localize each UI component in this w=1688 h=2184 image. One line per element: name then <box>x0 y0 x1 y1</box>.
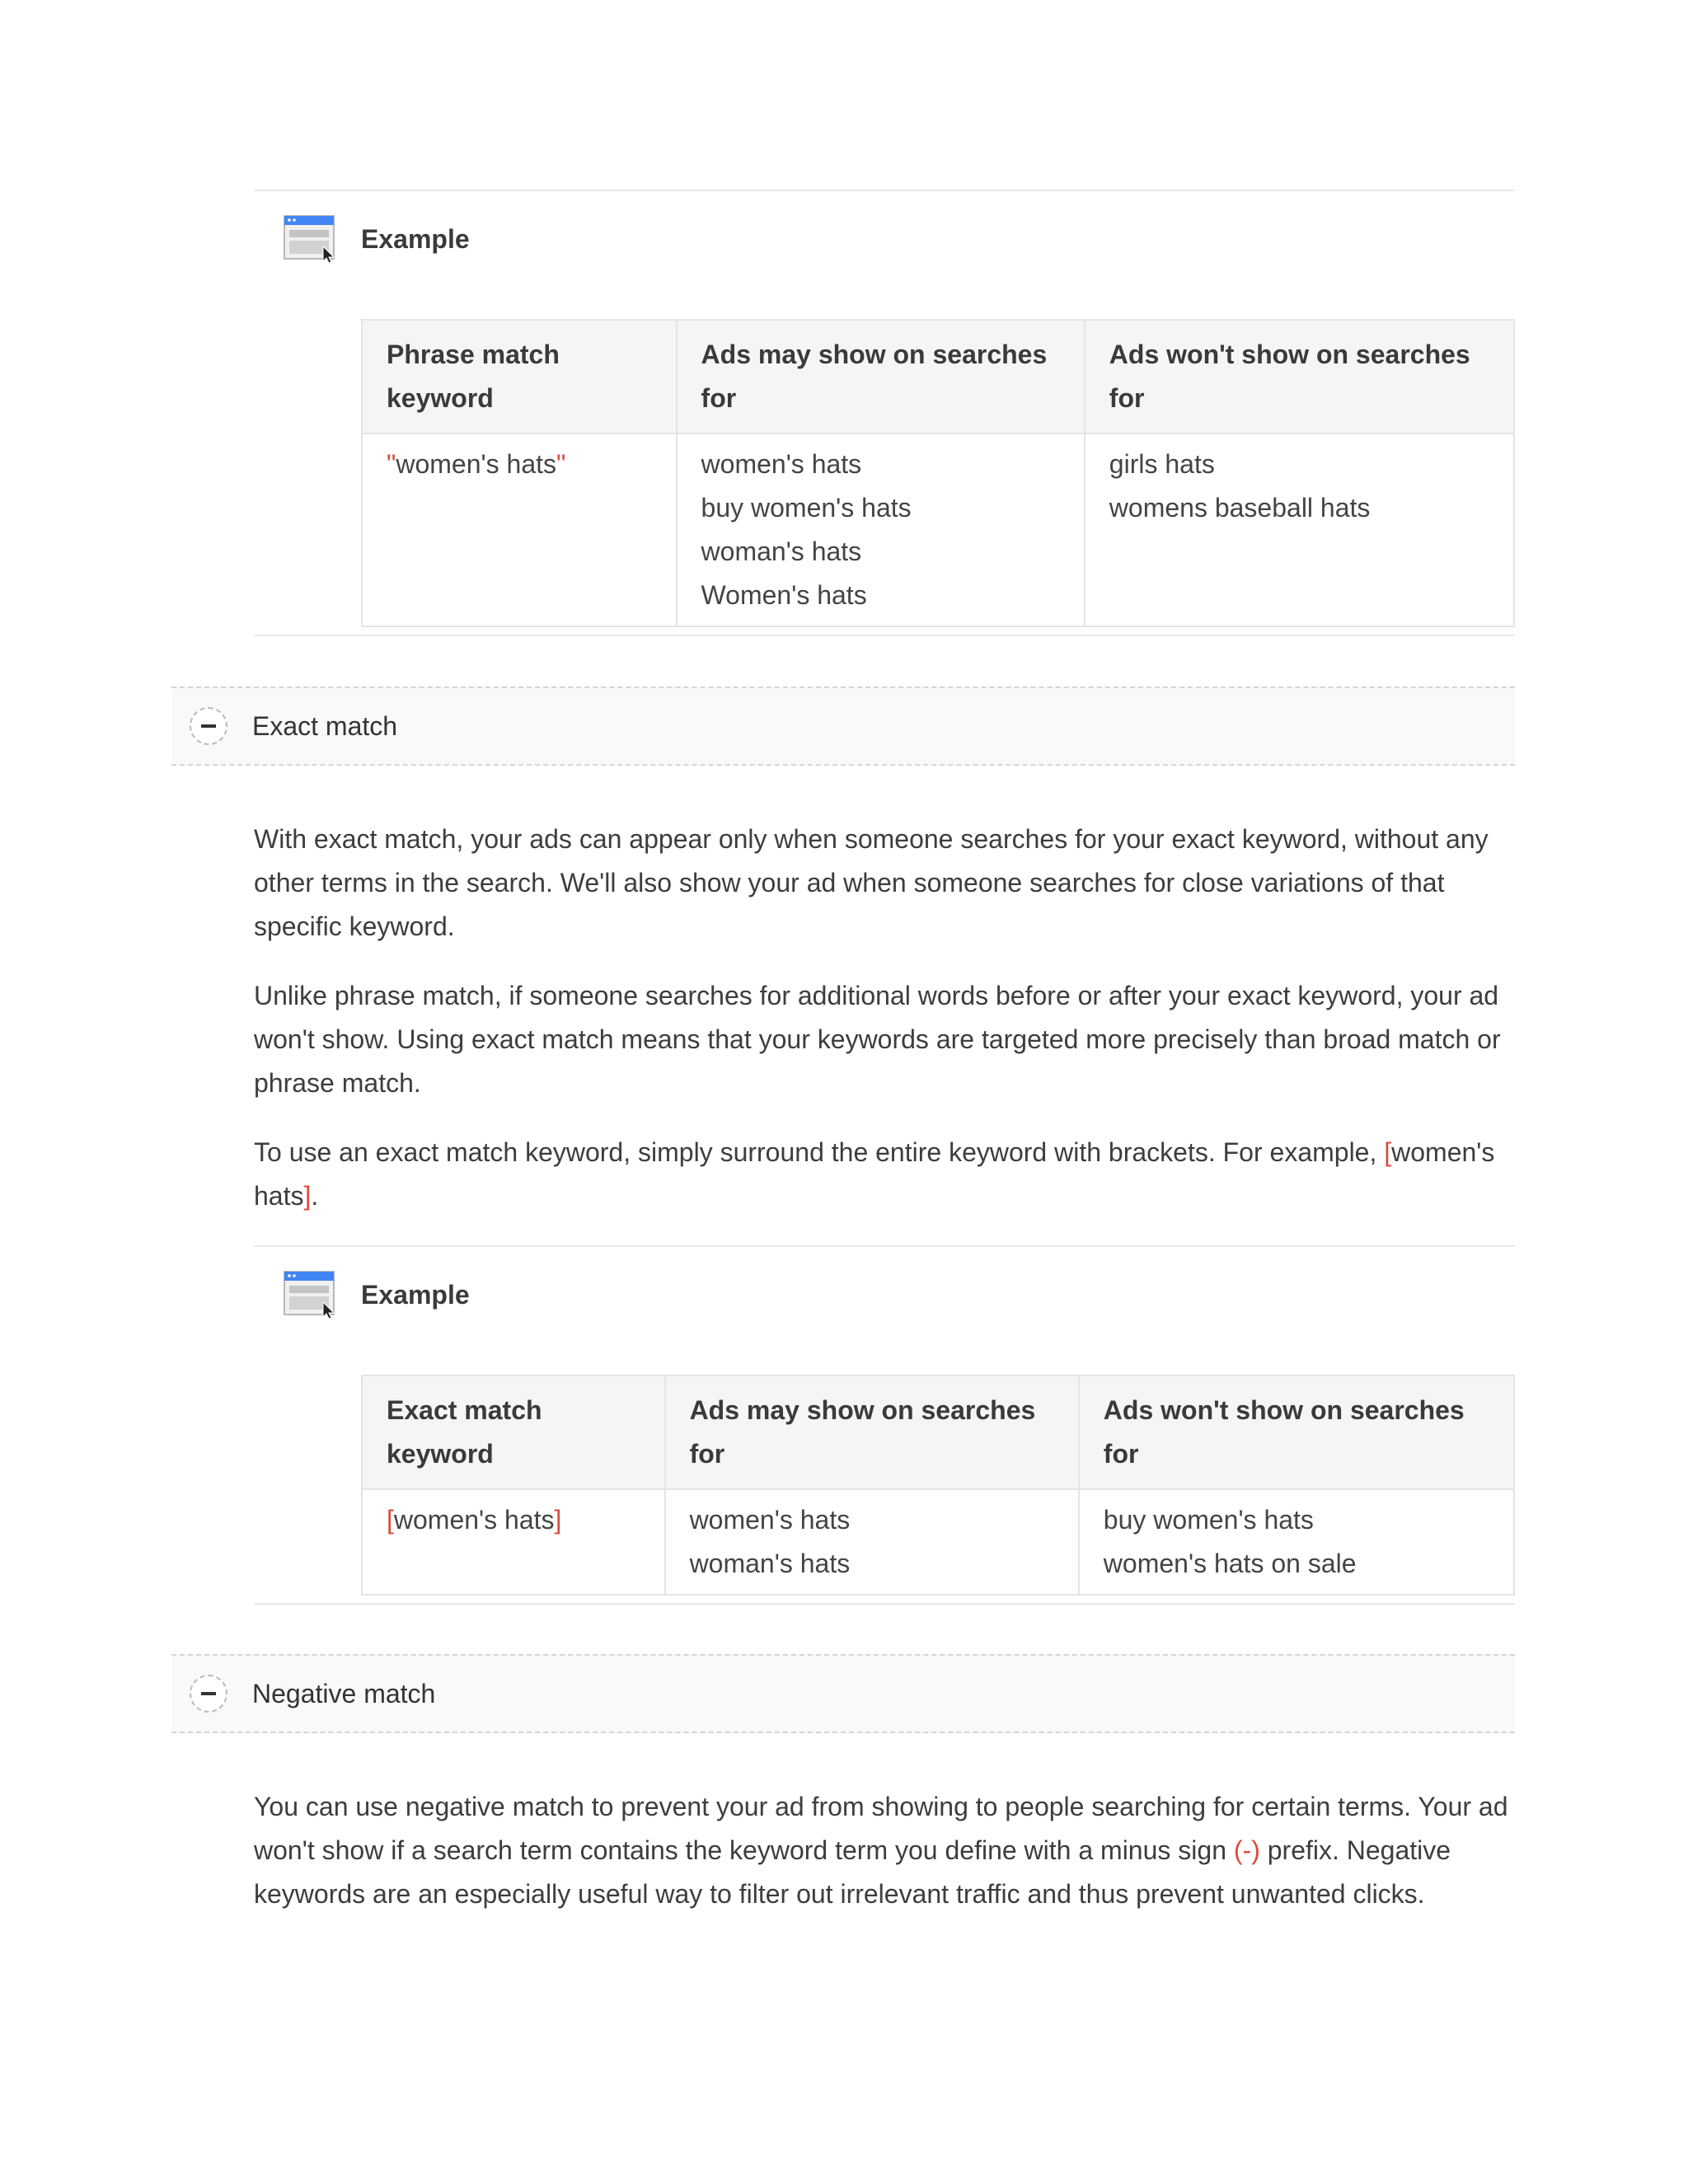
table-row <box>362 1489 1514 1595</box>
list-item: women's hats <box>689 1505 851 1535</box>
may-show-cell <box>677 434 1085 626</box>
list-item: Women's hats <box>701 580 867 610</box>
exact-match-table <box>361 1375 1515 1596</box>
section-title: Negative match <box>252 1678 436 1708</box>
paragraph: Unlike phrase match, if someone searches for additional words before or after your exact keyword, your ad won't show. Using exact match means that your keywords are targeted more precisely than broad match or phrase match. <box>254 981 1501 1098</box>
keyword-cell: [women's hats] <box>362 1489 665 1595</box>
paragraph: With exact match, your ads can appear only when someone searches for your exact keyword, without any other terms in the search. We'll also show your ad when someone searches for close variations of that specific keyword. <box>254 824 1489 941</box>
example-title: Example <box>361 223 470 254</box>
paragraph: You can use negative match to prevent your ad from showing to people searching for certain terms. Your ad won't show if a search term contains the keyword term you define with a minus sign (-) prefix. Negative keywords are an especially useful way to filter out irrelevant traffic and thus prevent unwanted clicks. <box>254 1792 1508 1909</box>
paragraph: To use an exact match keyword, simply surround the entire keyword with brackets. For example, [women's hats]. <box>254 1137 1495 1211</box>
column-header: Ads may show on searches for <box>665 1376 1079 1489</box>
keyword-cell: "women's hats" <box>362 434 677 626</box>
column-header: Ads won't show on searches for <box>1085 320 1514 434</box>
minus-circle-icon[interactable] <box>190 1675 227 1713</box>
wont-show-cell <box>1085 434 1514 626</box>
wont-show-cell <box>1079 1489 1514 1595</box>
phrase-match-table <box>361 319 1515 627</box>
example-header <box>284 213 470 265</box>
example-title: Example <box>361 1279 470 1310</box>
list-item: buy women's hats <box>1103 1505 1314 1535</box>
browser-window-cursor-icon <box>284 1271 336 1319</box>
minus-circle-icon[interactable] <box>190 707 227 745</box>
column-header: Ads may show on searches for <box>677 320 1085 434</box>
list-item: woman's hats <box>689 1549 851 1578</box>
section-title: Exact match <box>252 710 398 741</box>
list-item: womens baseball hats <box>1109 493 1371 523</box>
table-row <box>362 434 1514 626</box>
list-item: women's hats on sale <box>1103 1549 1357 1578</box>
list-item: woman's hats <box>701 537 862 566</box>
list-item: women's hats <box>701 449 862 479</box>
table-header-row <box>362 320 1514 434</box>
exact-match-example <box>254 1245 1515 1605</box>
example-header <box>284 1268 470 1321</box>
list-item: girls hats <box>1109 449 1215 479</box>
column-header: Exact match keyword <box>362 1376 665 1489</box>
browser-window-cursor-icon <box>284 215 336 263</box>
may-show-cell <box>665 1489 1079 1595</box>
phrase-match-example <box>254 190 1515 636</box>
column-header: Ads won't show on searches for <box>1079 1376 1514 1489</box>
table-header-row <box>362 1376 1514 1489</box>
list-item: buy women's hats <box>701 493 912 523</box>
column-header: Phrase match keyword <box>362 320 677 434</box>
exact-match-section-header[interactable] <box>171 687 1515 766</box>
negative-match-section-header[interactable] <box>171 1654 1515 1733</box>
